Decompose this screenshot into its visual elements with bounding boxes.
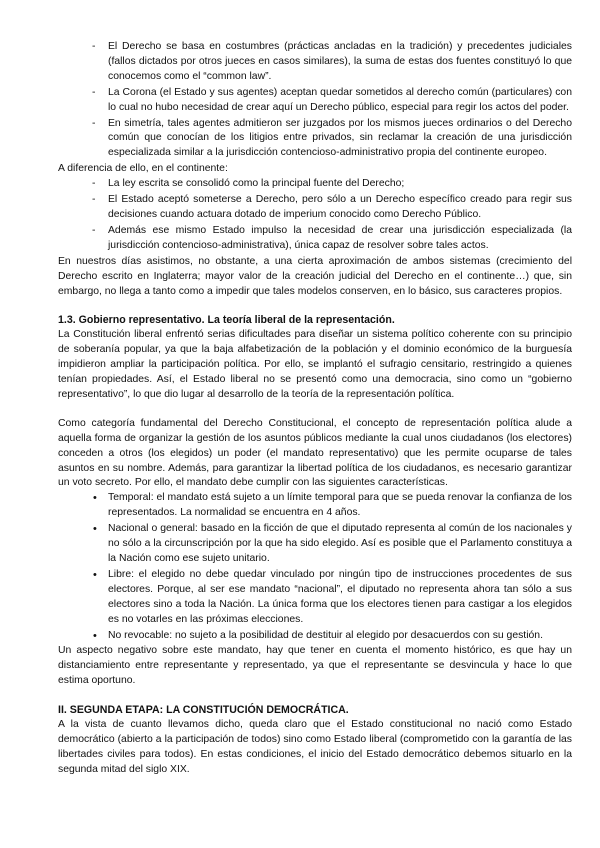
document-page xyxy=(58,40,572,778)
section-heading-democratic: II. SEGUNDA ETAPA: LA CONSTITUCIÓN DEMOCRÁTICA. xyxy=(58,704,349,717)
paragraph: A la vista de cuanto llevamos dicho, queda claro que el Estado constitucional no nació como Estado democrático (abierto a la participación de todos) sino como Estado liberal (comprometido con la garantía de las libertades civiles para todos). En estas condiciones, el inicio del Estado democrático debemos situarlo en la segunda mitad del siglo XIX. xyxy=(58,719,572,775)
paragraph: La Constitución liberal enfrentó serias dificultades para diseñar un sistema político coherente con su principio de soberanía popular, ya que la baja alfabetización de la población y el dominio económico de la burguesía impidieron ampliar la participación política. Por ello, se implantó el sufragio censitario, restringido a quienes tenían propiedades. Así, el Estado liberal no se presentó como una democracia, sino como un “gobierno representativo”, lo que dio lugar al desarrollo de la teoría de la representación política. xyxy=(58,329,572,400)
list-item: • Temporal: el mandato está sujeto a un límite temporal para que se pueda renovar la confianza de los representados. La normalidad se encuentra en 4 años. xyxy=(108,491,572,521)
continent-list xyxy=(58,177,572,254)
list-item: • Nacional o general: basado en la ficción de que el diputado representa al común de los nacionales y no sólo a la circunscripción por la que ha sido elegido. Así es posible que el Parlamento constituya a la Nación como ese sujeto unitario. xyxy=(108,522,572,567)
list-item: - El Estado aceptó someterse a Derecho, pero sólo a un Derecho específico creado para regir sus decisiones cuando actuara dotado de imperium conocido como Derecho Público. xyxy=(108,193,572,223)
list-item: - Además ese mismo Estado impulso la necesidad de crear una jurisdicción especializada (la jurisdicción contencioso-administrativa), única capaz de resolver sobre tales actos. xyxy=(108,224,572,254)
common-law-list xyxy=(58,40,572,161)
list-item: • Libre: el elegido no debe quedar vinculado por ningún tipo de instrucciones procedentes de sus electores. Porque, al ser ese mandato “nacional”, el diputado no representa ahora tan sólo a sus electores sino a toda la Nación. La única forma que los electores tienen para castigar a los elegidos es no votarles en las próximas elecciones. xyxy=(108,568,572,628)
closing-paragraph: En nuestros días asistimos, no obstante, a una cierta aproximación de ambos sistemas (crecimiento del Derecho escrito en Inglaterra; mayor valor de la creación judicial del Derecho en el continente…) que, sin embargo, no llega a tanto como a impedir que tales modelos conserven, en lo básico, sus caracteres propios. xyxy=(58,255,572,297)
mandate-features-list xyxy=(58,491,572,643)
list-item: - El Derecho se basa en costumbres (prácticas ancladas en la tradición) y precedentes judiciales (fallos dictados por otros jueces en casos similares), la suma de estas dos fuentes constituyó lo que conocemos como el “common law”. xyxy=(108,40,572,85)
section-heading-representation: 1.3. Gobierno representativo. La teoría liberal de la representación. xyxy=(58,314,395,327)
list-item: - En simetría, tales agentes admitieron ser juzgados por los mismos jueces ordinarios o del Derecho común que conocían de los litigios entre privados, sin reclamar la creación de una jurisdicción especializada similar a la jurisdicción contencioso-administrativo propia del continente europeo. xyxy=(108,117,572,162)
contrast-intro: A diferencia de ello, en el continente: xyxy=(58,163,228,175)
paragraph: Un aspecto negativo sobre este mandato, hay que tener en cuenta el momento histórico, es que hay un distanciamiento entre representante y representado, ya que el representante se desvincula y hace lo que estima oportuno. xyxy=(58,645,572,687)
list-item: • No revocable: no sujeto a la posibilidad de destituir al elegido por desacuerdos con su gestión. xyxy=(108,629,572,644)
list-item: - La ley escrita se consolidó como la principal fuente del Derecho; xyxy=(108,177,572,192)
paragraph: Como categoría fundamental del Derecho Constitucional, el concepto de representación política alude a aquella forma de organizar la gestión de los asuntos públicos mediante la cual unos ciudadanos (los electores) conceden a otros (los elegidos) un poder (el mandato representativo) que les permite ocuparse de tales asuntos en su nombre. Además, para garantizar la libertad política de los ciudadanos, es necesario garantizar un voto secreto. Por ello, el mandato debe cumplir con las siguientes características. xyxy=(58,417,572,489)
list-item: - La Corona (el Estado y sus agentes) aceptan quedar sometidos al derecho común (particulares) con lo cual no hubo necesidad de crear aquí un Derecho público, especial para regir los actos del poder. xyxy=(108,86,572,116)
